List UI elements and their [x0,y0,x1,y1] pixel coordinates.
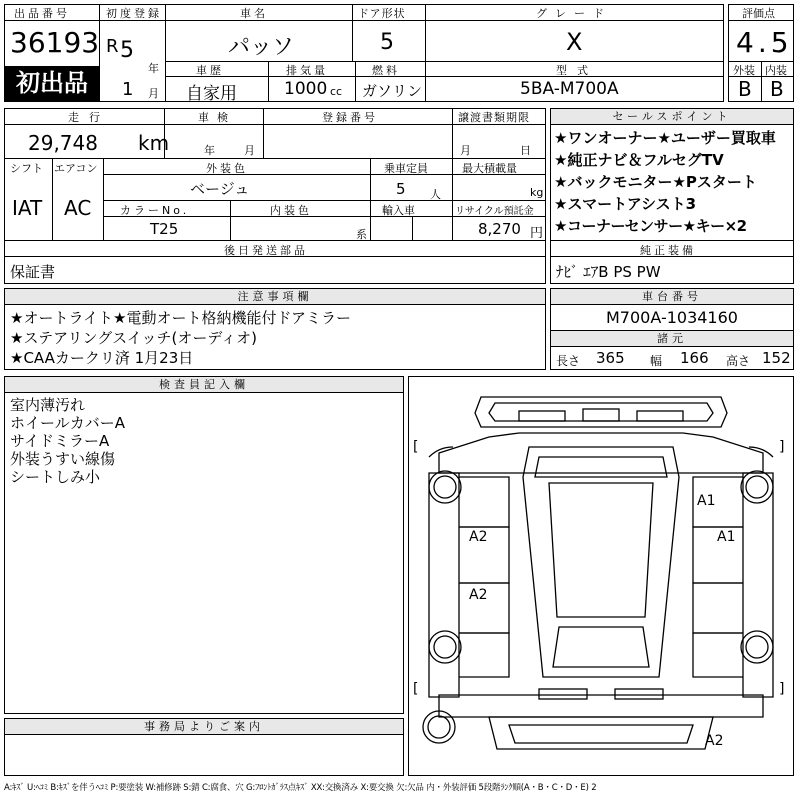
fuel-label: 燃料 [372,64,400,77]
damage-mark: A2 [469,587,488,603]
sales-points-list [554,127,792,237]
kg-unit: kg [530,186,544,199]
office-label: 事務局よりご案内 [5,719,403,735]
import-label: 輸入車 [382,204,415,217]
max-load-label: 最大積載量 [462,162,517,175]
era: R [106,36,119,57]
width-value: 166 [680,349,709,367]
bracket-right: ] [779,439,785,455]
shift-value: IAT [12,196,43,220]
equipment-label: 純正装備 [640,244,696,257]
sales-points-label: セールスポイント [551,109,793,125]
width-label: 幅 [650,354,663,368]
inspector-item: サイドミラーA [10,432,110,450]
int-label: 内装 [765,64,787,77]
displacement: 1000 [284,79,328,99]
lot-number: 36193 [10,26,100,59]
yen-unit: 円 [530,226,544,241]
mileage: 29,748 [28,131,98,155]
model-label: 型式 [556,64,598,77]
interior-color-label: 内装色 [270,204,312,217]
recycle-amount: 8,270 [478,220,521,238]
recycle-label: リサイクル預託金 [455,206,534,217]
transfer-label: 譲渡書類期限 [458,111,530,124]
chassis-label: 車台番号 [551,289,793,305]
inspector-item: 室内薄汚れ [10,396,86,414]
ac-label: エアコン [54,162,98,175]
sales-point: ★純正ナビ＆フルセグTV [554,151,724,169]
color-no-label: カラーNo. [120,204,190,217]
transfer-day-unit: 日 [520,144,531,157]
inspection-month-unit: 月 [244,144,255,157]
person-unit: 人 [430,188,441,201]
inspector-list [10,396,400,486]
color-no: T25 [150,220,179,238]
damage-mark: A2 [469,529,488,545]
model: 5BA-M700A [520,79,619,99]
grade: X [566,28,583,56]
ext-grade: B [738,77,752,101]
score-label: 評価点 [742,7,775,20]
doors: 5 [380,30,394,55]
notes-list [10,308,540,368]
fuel: ガソリン [362,82,423,100]
exterior-color-label: 外装色 [206,162,248,175]
exterior-color: ベージュ [190,180,250,198]
shipping-value: 保証書 [10,263,56,281]
int-grade: B [770,77,784,101]
inspector-item: ホイールカバーA [10,414,125,432]
month-unit: 月 [148,87,159,100]
height-label: 高さ [726,354,751,368]
note-item: ★CAAカークリ済 1月23日 [10,349,194,367]
damage-mark: A1 [717,529,736,545]
transfer-month-unit: 月 [460,144,471,157]
capacity: 5 [396,180,406,198]
bracket-right-rear: ] [779,681,785,697]
first-listing-text: 初出品 [16,69,88,97]
shipping-label: 後日発送部品 [224,244,308,257]
cc-unit: cc [330,85,343,98]
km-unit: km [138,131,170,155]
history-label: 車歴 [196,64,224,77]
sales-point: ★ワンオーナー★ユーザー買取車 [554,129,776,147]
capacity-label: 乗車定員 [384,162,428,175]
length-label: 長さ [556,354,581,368]
car-name: パッソ [228,35,295,60]
car-diagram-svg [409,377,793,775]
inspection-label: 車検 [198,111,236,124]
spec-label: 諸元 [551,331,793,347]
sales-point: ★スマートアシスト3 [554,195,697,213]
car-diagram [408,376,794,776]
note-item: ★ステアリングスイッチ(オーディオ) [10,329,258,347]
car-name-label: 車名 [240,7,268,20]
reg-label: 初度登録 [106,7,162,20]
reg-year: 5 [120,38,134,63]
reg-month: 1 [122,79,134,100]
ac-value: AC [64,196,92,220]
grade-label: グレード [536,7,612,20]
first-listing-badge [5,66,99,101]
height-value: 152 [762,349,791,367]
sales-point: ★コーナーセンサー★キー×2 [554,217,747,235]
chassis-number: M700A-1034160 [606,308,738,327]
bracket-left-rear: [ [413,681,419,697]
inspector-item: シートしみ小 [10,468,101,486]
notes-label: 注意事項欄 [5,289,545,305]
inspector-item: 外装うすい線傷 [10,450,116,468]
displacement-label: 排気量 [286,64,328,77]
door-label: ドア形状 [358,7,406,20]
bracket-left: [ [413,439,419,455]
inspection-year-unit: 年 [204,144,215,157]
score: 4.5 [736,26,793,59]
year-unit: 年 [148,62,159,75]
damage-mark: A2 [705,733,724,749]
note-item: ★オートライト★電動オート格納機能付ドアミラー [10,309,351,327]
equipment-value: ﾅﾋﾞ ｴｱB PS PW [556,263,661,281]
sales-point: ★バックモニター★Pスタート [554,173,757,191]
shift-label: シフト [10,162,43,175]
legend: A:ｷｽﾞ U:ﾍｺﾐ B:ｷｽﾞを伴うﾍｺﾐ P:要塗装 W:補修跡 S:錆 C:腐食、穴 G:ﾌﾛﾝﾄｶﾞﾗｽ点ｷｽﾞ XX:交換済み X:要交換 欠:欠品 内・外装評価 5段階ﾗﾝｸ順(A・B・C・D・E) 2 [4,783,597,793]
length-value: 365 [596,349,625,367]
damage-mark: A1 [697,493,716,509]
lot-label: 出品番号 [14,7,70,20]
ext-label: 外装 [733,64,755,77]
series-unit: 系 [356,228,367,241]
mileage-label: 走行 [68,111,110,124]
plate-label: 登録番号 [322,111,378,124]
inspector-label: 検査員記入欄 [5,377,403,393]
history: 自家用 [186,84,237,104]
